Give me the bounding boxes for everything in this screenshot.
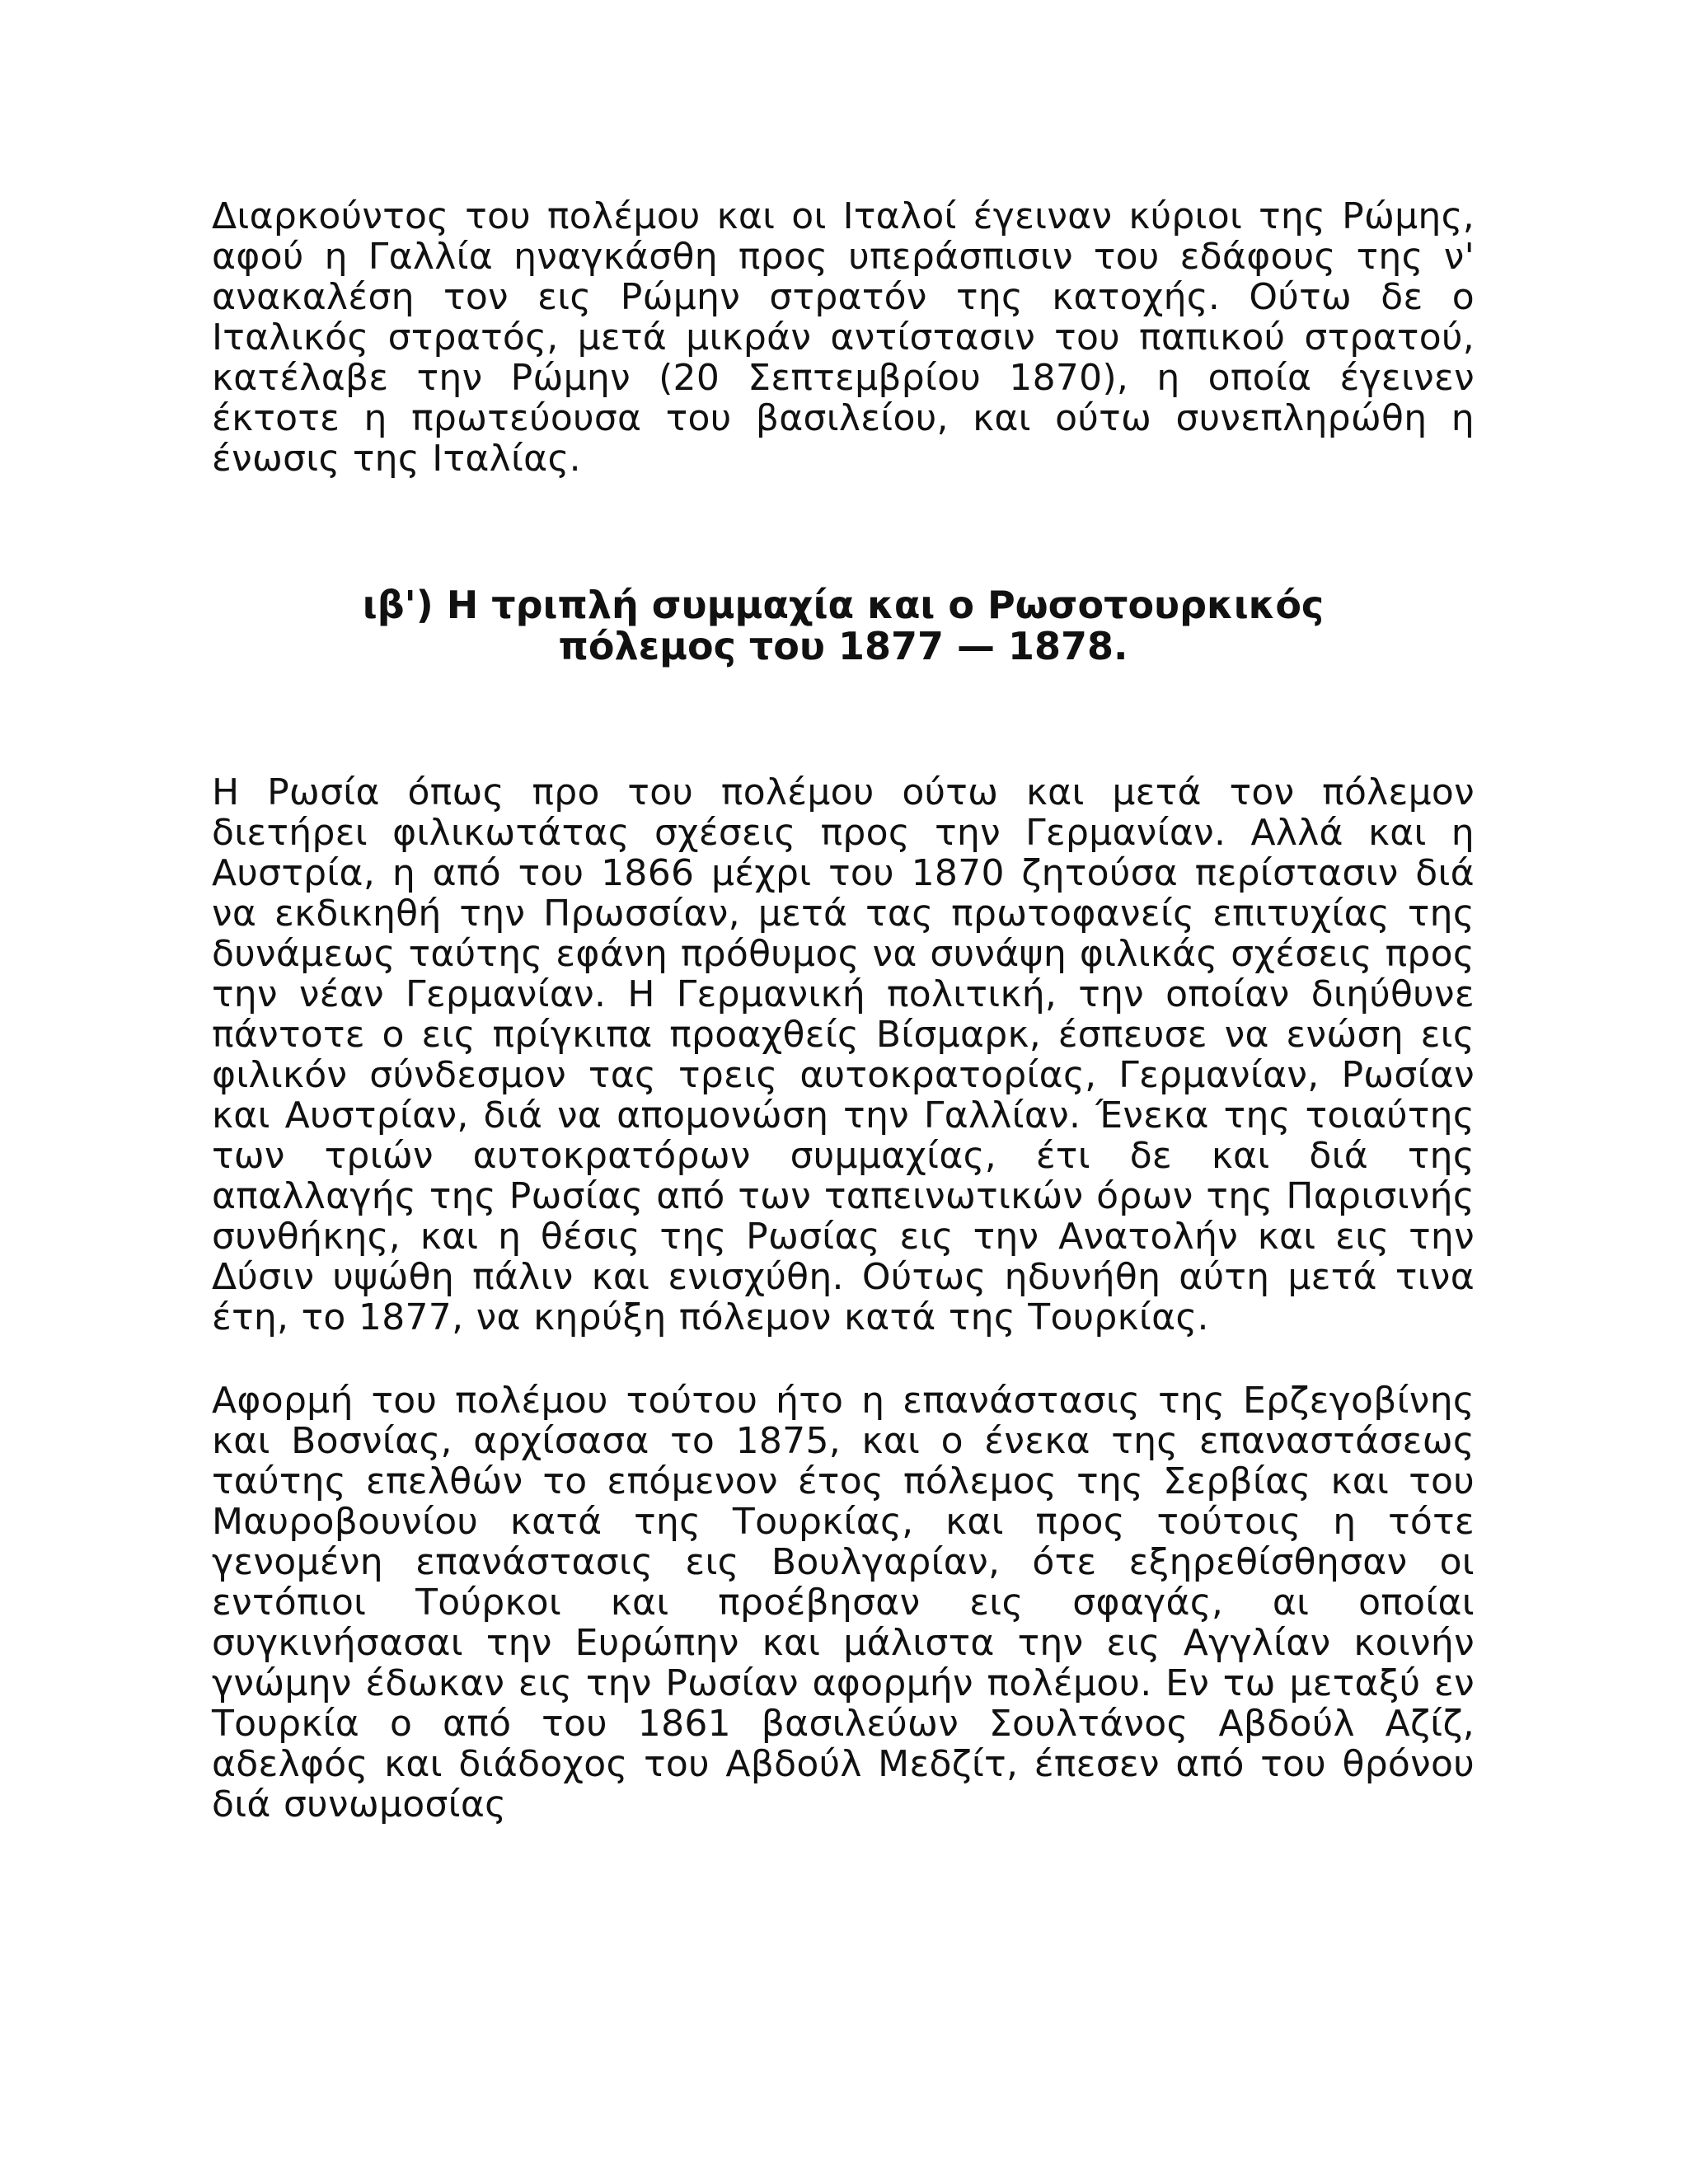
document-page <box>212 196 1475 1825</box>
paragraph-war-cause: Αφορμή του πολέμου τούτου ήτο η επανάστασις της Ερζεγοβίνης και Βοσνίας, αρχίσασα το 1875, και ο ένεκα της επαναστάσεως ταύτης επελθών το επόμενον έτος πόλεμος της Σερβίας και του Μαυροβουνίου κατά της Τουρκίας, και προς τούτοις η τότε γενομένη επανάστασις εις Βουλγαρίαν, ότε εξηρεθίσθησαν οι εντόπιοι Τούρκοι και προέβησαν εις σφαγάς, αι οποίαι συγκινήσασαι την Ευρώπην και μάλιστα την εις Αγγλίαν κοινήν γνώμην έδωκαν εις την Ρωσίαν αφορμήν πολέμου. Εν τω μεταξύ εν Τουρκία ο από του 1861 βασιλεύων Σουλτάνος Αβδούλ Αζίζ, αδελφός και διάδοχος του Αβδούλ Μεδζίτ, έπεσεν από του θρόνου διά συνωμοσίας <box>212 1380 1475 1825</box>
section-heading-line-1: ιβ') Η τριπλή συμμαχία και ο Ρωσοτουρκικός <box>362 583 1325 627</box>
section-heading <box>212 584 1475 667</box>
paragraph-italian-unification: Διαρκούντος του πολέμου και οι Ιταλοί έγειναν κύριοι της Ρώμης, αφού η Γαλλία ηναγκάσθη προς υπεράσπισιν του εδάφους της ν' ανακαλέση τον εις Ρώμην στρατόν της κατοχής. Ούτω δε ο Ιταλικός στρατός, μετά μικράν αντίστασιν του παπικού στρατού, κατέλαβε την Ρώμην (20 Σεπτεμβρίου 1870), η οποία έγεινεν έκτοτε η πρωτεύουσα του βασιλείου, και ούτω συνεπληρώθη η ένωσις της Ιταλίας. <box>212 195 1475 480</box>
section-heading-line-2: πόλεμος του 1877 — 1878. <box>558 624 1128 668</box>
paragraph-triple-alliance: Η Ρωσία όπως προ του πολέμου ούτω και μετά τον πόλεμον διετήρει φιλικωτάτας σχέσεις προς την Γερμανίαν. Αλλά και η Αυστρία, η από του 1866 μέχρι του 1870 ζητούσα περίστασιν διά να εκδικηθή την Πρωσσίαν, μετά τας πρωτοφανείς επιτυχίας της δυνάμεως ταύτης εφάνη πρόθυμος να συνάψη φιλικάς σχέσεις προς την νέαν Γερμανίαν. Η Γερμανική πολιτική, την οποίαν διηύθυνε πάντοτε ο εις πρίγκιπα προαχθείς Βίσμαρκ, έσπευσε να ενώση εις φιλικόν σύνδεσμον τας τρεις αυτοκρατορίας, Γερμανίαν, Ρωσίαν και Αυστρίαν, διά να απομονώση την Γαλλίαν. Ένεκα της τοιαύτης των τριών αυτοκρατόρων συμμαχίας, έτι δε και διά της απαλλαγής της Ρωσίας από των ταπεινωτικών όρων της Παρισινής συνθήκης, και η θέσις της Ρωσίας εις την Ανατολήν και εις την Δύσιν υψώθη πάλιν και ενισχύθη. Ούτως ηδυνήθη αύτη μετά τινα έτη, το 1877, να κηρύξη πόλεμον κατά της Τουρκίας. <box>212 771 1475 1338</box>
